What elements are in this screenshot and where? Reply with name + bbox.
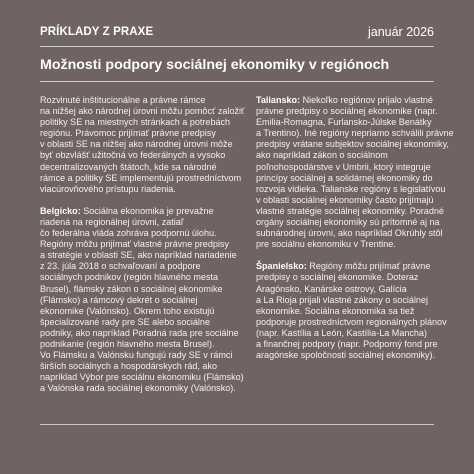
italy-line: vlastné stratégie sociálnej ekonomiky. Poradné bbox=[256, 205, 444, 216]
belgium-line: špecializované rady pre SE alebo sociálne bbox=[40, 316, 210, 327]
header-divider bbox=[40, 46, 434, 47]
italy-paragraph bbox=[256, 95, 454, 250]
date: január 2026 bbox=[367, 25, 434, 39]
italy-line: princípy sociálnej a solidárnej ekonomiky do bbox=[256, 172, 433, 183]
spain-line: a La Rioja prijali vlastné zákony o sociálnej bbox=[256, 294, 428, 305]
belgium-line bbox=[40, 206, 240, 217]
belgium-line: čo federálna vláda zohráva podpornú úlohu. bbox=[40, 228, 217, 239]
belgium-line-text: Sociálna ekonomika je prevažne bbox=[80, 205, 214, 216]
intro-line: viacúrovňového prístupu riadenia. bbox=[40, 183, 176, 194]
page-title: Možnosti podpory sociálnej ekonomiky v regiónoch bbox=[40, 57, 390, 73]
belgium-paragraph bbox=[40, 205, 244, 395]
title-divider bbox=[40, 81, 434, 82]
spain-line: a finančnej podpory (napr. Podporný fond pre bbox=[256, 338, 438, 349]
spain-line: (napr. Kastília a León, Kastília-La Mancha) bbox=[256, 327, 427, 338]
belgium-line: ekonomike (Valónsko). Okrem toho existujú bbox=[40, 305, 215, 316]
spain-paragraph bbox=[256, 261, 447, 361]
italy-line: predpisy vrátane subjektov sociálnej ekonomiky, bbox=[256, 139, 449, 150]
belgium-line: podnikanie (región hlavného mesta Brusel). bbox=[40, 338, 215, 349]
italy-line-text: Niekoľko regiónov prijalo vlastné bbox=[300, 95, 433, 105]
belgium-line: podniky, ako napríklad Poradná rada pre sociálne bbox=[40, 327, 239, 338]
italy-line: Emilia-Romagna, Furlansko-Júlske Benátky bbox=[256, 117, 432, 128]
belgium-line: sociálnych podnikov (región hlavného mesta bbox=[40, 272, 219, 283]
header bbox=[40, 26, 434, 46]
italy-line: orgány sociálnej ekonomiky sú prítomné aj na bbox=[256, 217, 440, 228]
italy-line bbox=[256, 95, 444, 106]
intro-line: rámce a politiky SE implementujú prostredníctvom bbox=[40, 172, 242, 183]
left-column bbox=[40, 95, 245, 394]
intro-line: byť obzvlášť užitočná vo federálnych a vysoko bbox=[40, 150, 226, 161]
belgium-line: z 23. júla 2018 o schvaľovaní a podpore bbox=[40, 261, 201, 272]
belgium-line: (Flámsko) a rámcový dekrét o sociálnej bbox=[40, 294, 198, 305]
footer-divider bbox=[40, 424, 434, 425]
italy-line: pre sociálnu ekonomiku v Trentine. bbox=[256, 239, 396, 250]
intro-line: decentralizovaných štátoch, kde sa národné bbox=[40, 161, 217, 172]
spain-line: predpisy o sociálnej ekonomike. Doteraz bbox=[256, 272, 419, 283]
belgium-line: Vo Flámsku a Valónsku fungujú rady SE v rámci bbox=[40, 350, 233, 361]
intro-line: na nižšej ako národnej úrovni môžu pomôcť založiť bbox=[40, 106, 245, 117]
italy-line: v oblasti sociálnej ekonomiky často prijímajú bbox=[256, 194, 434, 205]
italy-line: subnárodnej úrovni, ako napríklad Okrúhly stôl bbox=[256, 228, 443, 239]
spain-line-text: Regióny môžu prijímať právne bbox=[306, 261, 431, 272]
belgium-line: riadená na regionálnej úrovni, zatiaľ bbox=[40, 216, 184, 227]
intro-line: v oblasti SE na nižšej ako národnej úrovni môže bbox=[40, 139, 233, 150]
belgium-heading: Belgicko: bbox=[40, 205, 81, 216]
belgium-line: napríklad Výbor pre sociálnu ekonomiku (Flámsko) bbox=[40, 372, 244, 383]
italy-line: poľnohospodárstve v Umbrii, ktorý integruje bbox=[256, 161, 431, 172]
italy-line: a Trentino). Iné regióny nepriamo schválili právne bbox=[256, 128, 454, 139]
belgium-line: a Valónska rada sociálnej ekonomiky (Valónsko). bbox=[40, 383, 236, 394]
spain-line: ekonomike. Sociálna ekonomika sa tiež bbox=[256, 305, 415, 316]
intro-line: politiky SE na miestnych stránkach a potrebách bbox=[40, 117, 231, 128]
spain-line bbox=[256, 261, 444, 272]
italy-line: ako napríklad zákon o sociálnom bbox=[256, 150, 388, 161]
spain-line: aragónske spoločnosti sociálnej ekonomiky). bbox=[256, 350, 436, 361]
intro-line: regiónu. Právomoc prijímať právne predpisy bbox=[40, 128, 216, 139]
intro-paragraph bbox=[40, 95, 245, 195]
section-label: PRÍKLADY Z PRAXE bbox=[40, 26, 154, 38]
belgium-line: širších sociálnych a hospodárskych rád, ako bbox=[40, 361, 218, 372]
spain-line: podporuje prostredníctvom regionálnych plánov bbox=[256, 316, 447, 327]
spain-line: Aragónsko, Kanárske ostrovy, Galícia bbox=[256, 283, 407, 294]
belgium-line: a stratégie v oblasti SE, ako napríklad nariadenie bbox=[40, 250, 237, 261]
belgium-line: Regióny môžu prijímať vlastné právne predpisy bbox=[40, 239, 229, 250]
italy-line: právne predpisy o sociálnej ekonomike (napr. bbox=[256, 106, 438, 117]
italy-heading: Taliansko: bbox=[256, 95, 301, 105]
belgium-line: Brusel), flámsky zákon o sociálnej ekonomike bbox=[40, 283, 223, 294]
right-column bbox=[256, 95, 454, 361]
spain-heading: Španielsko: bbox=[256, 261, 307, 272]
italy-line: rozvoja vidieka. Talianske regióny s legislatívou bbox=[256, 183, 446, 194]
intro-line: Rozvinuté inštitucionálne a právne rámce bbox=[40, 95, 206, 105]
